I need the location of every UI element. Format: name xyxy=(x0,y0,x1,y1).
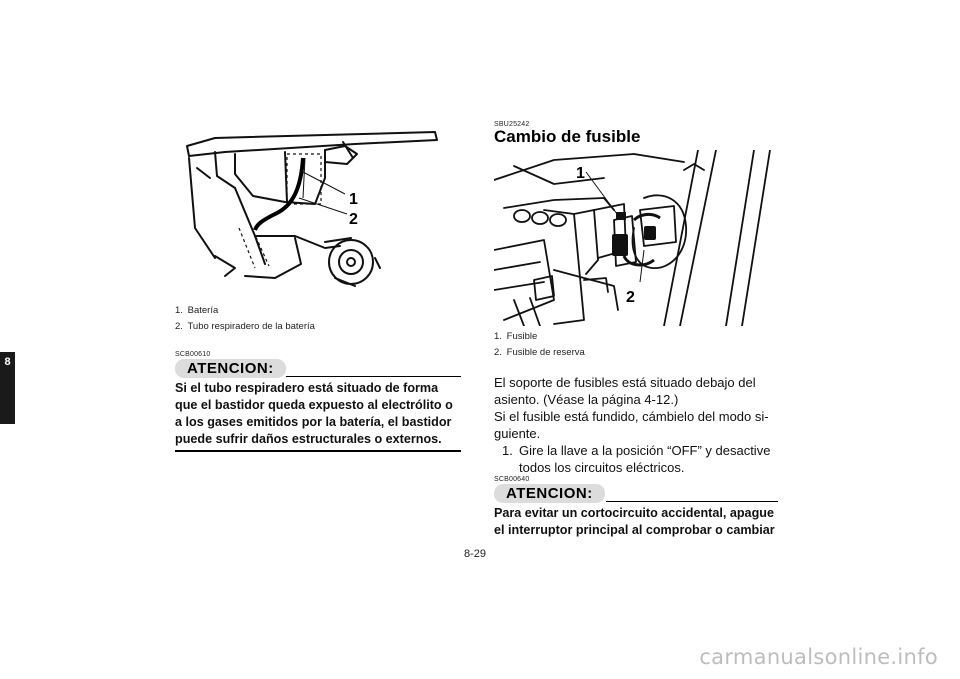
attention-rule xyxy=(286,376,461,378)
page-number: 8-29 xyxy=(464,548,487,560)
warning-text: Para evitar un cortocircuito accidental, apague el interruptor principal al comprobar o cambiar xyxy=(494,506,775,537)
caption-item: 2. Fusible de reserva xyxy=(494,347,585,358)
chapter-tab: 8 xyxy=(0,352,15,424)
step-number: 1. xyxy=(502,443,513,458)
fuse-holder-illustration xyxy=(494,150,780,326)
battery-breather-illustration xyxy=(175,118,445,298)
section-code: SCB00610 xyxy=(175,351,211,358)
warning-end-rule xyxy=(175,450,461,452)
attention-label: ATENCION: xyxy=(175,359,286,378)
figure-callout-2: 2 xyxy=(626,289,635,306)
paragraph-location: El soporte de fusibles está situado debajo del asiento. (Véase la página 4-12.) xyxy=(494,375,756,407)
section-code: SBU25242 xyxy=(494,121,530,128)
section-heading: Cambio de fusible xyxy=(494,127,641,146)
attention-rule xyxy=(606,501,778,503)
left-caption-list xyxy=(175,303,315,335)
paragraph-instructions: Si el fusible está fundido, cámbielo del modo si- guiente. xyxy=(494,409,769,441)
caption-item: 1. Fusible xyxy=(494,331,538,342)
figure-callout-2: 2 xyxy=(349,211,358,228)
battery-illustration-svg xyxy=(175,118,445,298)
section-code: SCB00640 xyxy=(494,476,530,483)
step-text: Gire la llave a la posición “OFF” y desactive todos los circuitos eléctricos. xyxy=(519,443,771,475)
attention-header xyxy=(494,484,778,503)
caption-item: 1. Batería xyxy=(175,305,219,316)
right-caption-list xyxy=(494,329,585,361)
caption-item: 2. Tubo respiradero de la batería xyxy=(175,321,315,332)
site-watermark: carmanualsonline.info xyxy=(699,645,938,669)
figure-callout-1: 1 xyxy=(349,191,358,208)
attention-header xyxy=(175,359,461,378)
warning-text: Si el tubo respiradero está situado de forma que el bastidor queda expuesto al electrólito o a los gases emitidos por la batería, el bastidor puede sufrir daños estructurales o externos. xyxy=(175,381,453,446)
figure-callout-1: 1 xyxy=(576,165,585,182)
fuse-illustration-svg xyxy=(494,150,780,326)
attention-label: ATENCION: xyxy=(494,484,605,503)
